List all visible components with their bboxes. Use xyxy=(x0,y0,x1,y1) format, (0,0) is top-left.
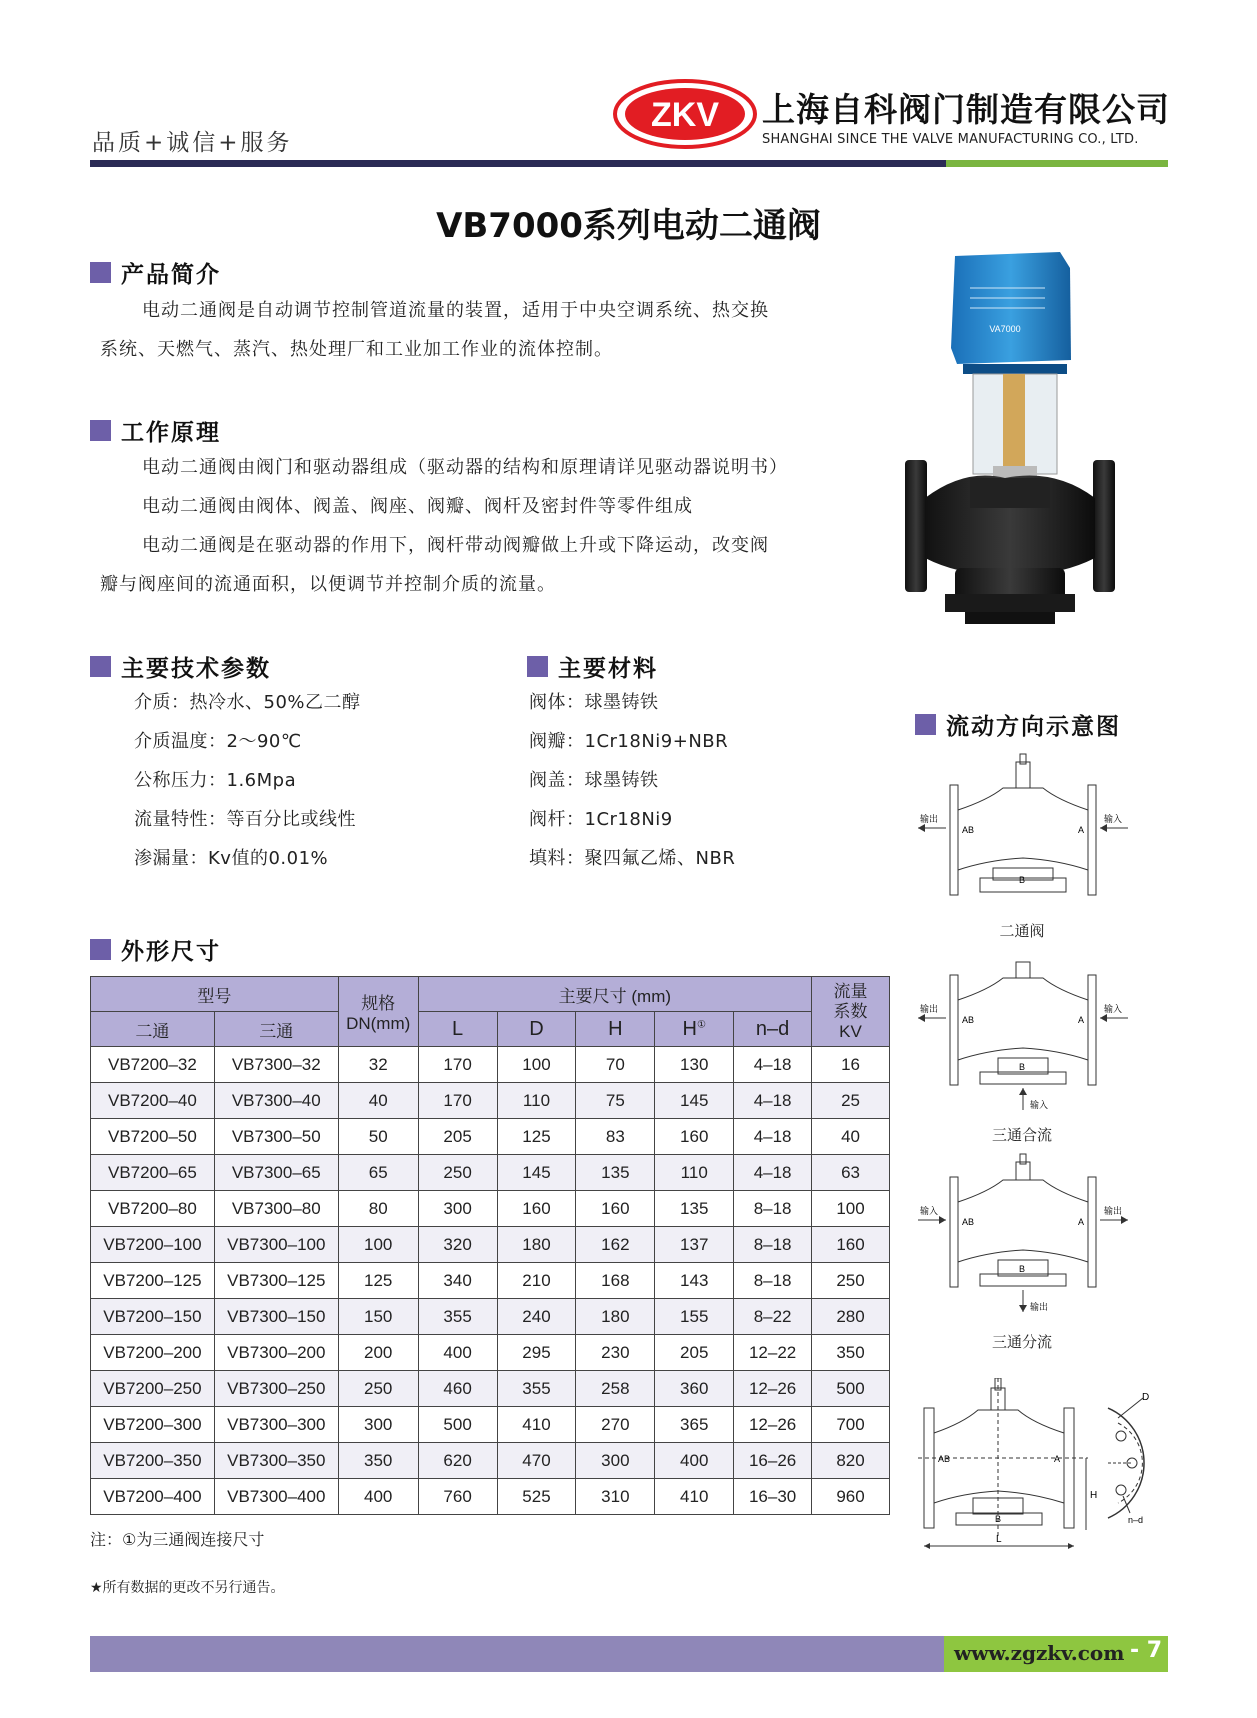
cell-model-three-way: VB7300–125 xyxy=(214,1263,338,1299)
cell-dim-H: 83 xyxy=(576,1119,655,1155)
table-row xyxy=(91,1227,890,1263)
tech-params-list xyxy=(134,683,361,878)
port-b: B xyxy=(1019,1062,1026,1072)
cell-dim-L: 170 xyxy=(418,1047,497,1083)
label-out: 输出 xyxy=(1104,1206,1123,1216)
table-row xyxy=(91,1155,890,1191)
label-in: 输入 xyxy=(1104,1004,1123,1014)
cell-model-three-way: VB7300–200 xyxy=(214,1335,338,1371)
cell-dim-nd: 4–18 xyxy=(734,1119,812,1155)
cell-dim-L: 250 xyxy=(418,1155,497,1191)
port-ab: AB xyxy=(962,825,975,835)
section-dimensions-heading xyxy=(90,933,221,966)
label-out: 输出 xyxy=(920,814,939,824)
cell-dim-H: 75 xyxy=(576,1083,655,1119)
dim-l: L xyxy=(996,1534,1002,1545)
cell-model-two-way: VB7200–300 xyxy=(91,1407,215,1443)
cell-dn: 40 xyxy=(338,1083,418,1119)
caption-three-way-split: 三通分流 xyxy=(991,1333,1052,1351)
cell-dim-H: 162 xyxy=(576,1227,655,1263)
caption-two-way: 二通阀 xyxy=(999,922,1045,940)
cell-dim-nd: 12–26 xyxy=(734,1407,812,1443)
cell-dn: 65 xyxy=(338,1155,418,1191)
section-title: 产品简介 xyxy=(121,262,221,288)
cell-dim-nd: 16–26 xyxy=(734,1443,812,1479)
header-L: L xyxy=(418,1012,497,1047)
cell-kv: 350 xyxy=(812,1335,890,1371)
cell-dim-H1: 410 xyxy=(655,1479,734,1515)
section-materials-heading xyxy=(527,650,658,683)
company-name-en: SHANGHAI SINCE THE VALVE MANUFACTURING CO., LTD. xyxy=(762,132,1139,147)
cell-model-three-way: VB7300–400 xyxy=(214,1479,338,1515)
logo-text: ZKV xyxy=(651,96,719,134)
cell-dim-H: 230 xyxy=(576,1335,655,1371)
cell-model-three-way: VB7300–100 xyxy=(214,1227,338,1263)
cell-dim-H: 300 xyxy=(576,1443,655,1479)
cell-dn: 300 xyxy=(338,1407,418,1443)
cell-dim-H: 258 xyxy=(576,1371,655,1407)
cell-dim-L: 170 xyxy=(418,1083,497,1119)
cell-model-two-way: VB7200–250 xyxy=(91,1371,215,1407)
cell-dim-D: 180 xyxy=(497,1227,576,1263)
header-main-dims: 主要尺寸 (mm) xyxy=(418,977,811,1012)
port-b: B xyxy=(995,1514,1002,1524)
cell-kv: 16 xyxy=(812,1047,890,1083)
section-bullet-icon xyxy=(90,656,111,677)
header-flow-line3: KV xyxy=(839,1021,862,1041)
cell-kv: 960 xyxy=(812,1479,890,1515)
caption-three-way-merge: 三通合流 xyxy=(991,1126,1052,1144)
cell-dim-H: 270 xyxy=(576,1407,655,1443)
cell-dn: 80 xyxy=(338,1191,418,1227)
page-number: - 7 - xyxy=(1130,1638,1179,1663)
cell-dim-D: 100 xyxy=(497,1047,576,1083)
cell-dim-D: 525 xyxy=(497,1479,576,1515)
table-row xyxy=(91,1047,890,1083)
company-name-cn: 上海自科阀门制造有限公司 xyxy=(762,90,1170,129)
cell-dim-D: 110 xyxy=(497,1083,576,1119)
section-intro-heading xyxy=(90,256,221,289)
table-note: 注：①为三通阀连接尺寸 xyxy=(90,1530,265,1549)
cell-dn: 100 xyxy=(338,1227,418,1263)
section-flow-heading xyxy=(915,708,1121,741)
dim-h: H xyxy=(1090,1490,1098,1501)
cell-dn: 350 xyxy=(338,1443,418,1479)
cell-dn: 32 xyxy=(338,1047,418,1083)
cell-dim-H1: 130 xyxy=(655,1047,734,1083)
header-spec xyxy=(338,977,418,1047)
table-row xyxy=(91,1479,890,1515)
cell-dim-nd: 12–26 xyxy=(734,1371,812,1407)
cell-model-three-way: VB7300–250 xyxy=(214,1371,338,1407)
cell-dim-H1: 400 xyxy=(655,1443,734,1479)
dimensions-table xyxy=(90,976,890,1515)
cell-dim-nd: 8–18 xyxy=(734,1191,812,1227)
cell-dim-D: 160 xyxy=(497,1191,576,1227)
material-item: 阀体：球墨铸铁 xyxy=(529,692,659,713)
cell-dim-D: 410 xyxy=(497,1407,576,1443)
cell-model-two-way: VB7200–100 xyxy=(91,1227,215,1263)
cell-dim-H: 135 xyxy=(576,1155,655,1191)
intro-line: 系统、天燃气、蒸汽、热处理厂和工业加工作业的流体控制。 xyxy=(100,339,613,360)
diagram-dimensions xyxy=(918,1378,1168,1563)
cell-model-three-way: VB7300–65 xyxy=(214,1155,338,1191)
table-row xyxy=(91,1299,890,1335)
label-in: 输入 xyxy=(1104,814,1123,824)
website-link[interactable]: www.zgzkv.com xyxy=(954,1641,1125,1665)
cell-dim-L: 400 xyxy=(418,1335,497,1371)
cell-dim-H1: 160 xyxy=(655,1119,734,1155)
cell-dim-H1: 135 xyxy=(655,1191,734,1227)
cell-dim-H1: 365 xyxy=(655,1407,734,1443)
cell-dn: 150 xyxy=(338,1299,418,1335)
cell-kv: 160 xyxy=(812,1227,890,1263)
tech-param-item: 介质：热冷水、50%乙二醇 xyxy=(134,692,361,713)
tech-param-item: 介质温度：2～90℃ xyxy=(134,731,302,752)
cell-dim-D: 470 xyxy=(497,1443,576,1479)
label-out-bottom: 输出 xyxy=(1030,1302,1049,1312)
cell-model-two-way: VB7200–150 xyxy=(91,1299,215,1335)
cell-kv: 280 xyxy=(812,1299,890,1335)
footer-bar xyxy=(90,1636,944,1672)
cell-model-three-way: VB7300–32 xyxy=(214,1047,338,1083)
cell-model-three-way: VB7300–80 xyxy=(214,1191,338,1227)
cell-dim-D: 295 xyxy=(497,1335,576,1371)
cell-dim-D: 125 xyxy=(497,1119,576,1155)
section-principle-heading xyxy=(90,414,221,447)
header-spec-line1: 规格 xyxy=(361,994,396,1013)
intro-line: 电动二通阀是自动调节控制管道流量的装置，适用于中央空调系统、热交换 xyxy=(142,300,769,321)
cell-kv: 100 xyxy=(812,1191,890,1227)
table-row xyxy=(91,1083,890,1119)
header-three-way: 三通 xyxy=(214,1012,338,1047)
material-item: 阀瓣：1Cr18Ni9+NBR xyxy=(529,731,729,752)
table-row xyxy=(91,1119,890,1155)
cell-dim-H1: 110 xyxy=(655,1155,734,1191)
cell-kv: 25 xyxy=(812,1083,890,1119)
cell-dim-L: 500 xyxy=(418,1407,497,1443)
tech-param-item: 渗漏量：Kv值的0.01% xyxy=(134,848,329,869)
cell-dim-nd: 8–18 xyxy=(734,1227,812,1263)
header-two-way: 二通 xyxy=(91,1012,215,1047)
tech-param-item: 公称压力：1.6Mpa xyxy=(134,770,297,791)
port-b: B xyxy=(1019,1264,1026,1274)
section-title: 工作原理 xyxy=(121,420,221,446)
principle-line: 电动二通阀由阀门和驱动器组成（驱动器的结构和原理请详见驱动器说明书） xyxy=(142,457,788,478)
principle-line: 电动二通阀是在驱动器的作用下，阀杆带动阀瓣做上升或下降运动，改变阀 xyxy=(142,535,769,556)
diagram-three-way-split xyxy=(918,1152,1128,1322)
header-flow-line2: 系数 xyxy=(833,1001,868,1021)
cell-dim-nd: 8–18 xyxy=(734,1263,812,1299)
cell-dim-nd: 16–30 xyxy=(734,1479,812,1515)
port-a: A xyxy=(1078,825,1085,835)
cell-dim-nd: 4–18 xyxy=(734,1047,812,1083)
header-flow-line1: 流量 xyxy=(833,981,868,1001)
cell-model-two-way: VB7200–40 xyxy=(91,1083,215,1119)
cell-model-two-way: VB7200–32 xyxy=(91,1047,215,1083)
label-out: 输出 xyxy=(920,1004,939,1014)
cell-model-two-way: VB7200–65 xyxy=(91,1155,215,1191)
cell-dim-nd: 4–18 xyxy=(734,1155,812,1191)
table-row xyxy=(91,1407,890,1443)
port-b: B xyxy=(1019,875,1026,885)
label-in-bottom: 输入 xyxy=(1030,1100,1049,1110)
cell-dim-H1: 137 xyxy=(655,1227,734,1263)
materials-list xyxy=(529,683,735,878)
label-in: 输入 xyxy=(920,1206,939,1216)
diagram-two-way xyxy=(918,750,1128,935)
cell-model-three-way: VB7300–300 xyxy=(214,1407,338,1443)
cell-dim-nd: 12–22 xyxy=(734,1335,812,1371)
cell-dn: 50 xyxy=(338,1119,418,1155)
cell-dim-L: 620 xyxy=(418,1443,497,1479)
product-photo xyxy=(895,248,1125,653)
port-a: A xyxy=(1054,1454,1061,1464)
section-bullet-icon xyxy=(90,262,111,283)
company-logo xyxy=(612,78,758,150)
cell-dn: 125 xyxy=(338,1263,418,1299)
cell-kv: 820 xyxy=(812,1443,890,1479)
material-item: 阀盖：球墨铸铁 xyxy=(529,770,659,791)
section-title: 外形尺寸 xyxy=(121,939,221,965)
actuator-label: VA7000 xyxy=(989,324,1021,334)
section-title: 主要技术参数 xyxy=(121,656,271,682)
header-rule-accent xyxy=(946,160,1168,167)
cell-model-two-way: VB7200–125 xyxy=(91,1263,215,1299)
cell-dim-D: 355 xyxy=(497,1371,576,1407)
intro-text xyxy=(100,291,860,369)
cell-dim-D: 240 xyxy=(497,1299,576,1335)
cell-dim-H1: 145 xyxy=(655,1083,734,1119)
header-flow-coef xyxy=(812,977,890,1047)
cell-model-three-way: VB7300–150 xyxy=(214,1299,338,1335)
port-a: A xyxy=(1078,1015,1085,1025)
section-bullet-icon xyxy=(527,656,548,677)
cell-dn: 250 xyxy=(338,1371,418,1407)
cell-model-two-way: VB7200–80 xyxy=(91,1191,215,1227)
header-nd: n–d xyxy=(734,1012,812,1047)
cell-model-three-way: VB7300–50 xyxy=(214,1119,338,1155)
section-title: 流动方向示意图 xyxy=(946,714,1121,740)
section-tech-heading xyxy=(90,650,271,683)
cell-dim-H: 180 xyxy=(576,1299,655,1335)
cell-model-two-way: VB7200–50 xyxy=(91,1119,215,1155)
table-row xyxy=(91,1335,890,1371)
cell-dim-nd: 4–18 xyxy=(734,1083,812,1119)
table-row xyxy=(91,1443,890,1479)
principle-line: 瓣与阀座间的流通面积，以便调节并控制介质的流量。 xyxy=(100,574,556,595)
header-rule xyxy=(90,160,946,167)
tech-param-item: 流量特性：等百分比或线性 xyxy=(134,809,356,830)
cell-dim-L: 300 xyxy=(418,1191,497,1227)
cell-dim-H1: 143 xyxy=(655,1263,734,1299)
cell-dim-nd: 8–22 xyxy=(734,1299,812,1335)
section-bullet-icon xyxy=(915,714,936,735)
header-H1-sup: ① xyxy=(696,1018,706,1030)
cell-dim-L: 460 xyxy=(418,1371,497,1407)
cell-model-three-way: VB7300–350 xyxy=(214,1443,338,1479)
header-spec-line2: DN(mm) xyxy=(346,1014,411,1033)
diagram-three-way-merge xyxy=(918,960,1128,1125)
cell-model-two-way: VB7200–200 xyxy=(91,1335,215,1371)
cell-dn: 400 xyxy=(338,1479,418,1515)
section-title: 主要材料 xyxy=(558,656,658,682)
cell-dim-H: 160 xyxy=(576,1191,655,1227)
cell-kv: 63 xyxy=(812,1155,890,1191)
cell-dim-L: 205 xyxy=(418,1119,497,1155)
section-bullet-icon xyxy=(90,939,111,960)
principle-text xyxy=(100,448,840,604)
header-H: H xyxy=(576,1012,655,1047)
port-ab: AB xyxy=(962,1217,975,1227)
cell-kv: 500 xyxy=(812,1371,890,1407)
slogan: 品质+诚信+服务 xyxy=(92,130,293,156)
header-H1-text: H xyxy=(682,1017,697,1040)
cell-dim-H1: 205 xyxy=(655,1335,734,1371)
header-model: 型号 xyxy=(91,977,339,1012)
cell-kv: 40 xyxy=(812,1119,890,1155)
page-title: VB7000系列电动二通阀 xyxy=(436,206,821,246)
port-ab: AB xyxy=(938,1454,951,1464)
cell-model-two-way: VB7200–400 xyxy=(91,1479,215,1515)
cell-dim-L: 320 xyxy=(418,1227,497,1263)
cell-model-two-way: VB7200–350 xyxy=(91,1443,215,1479)
dim-nd: n–d xyxy=(1128,1515,1144,1525)
principle-line: 电动二通阀由阀体、阀盖、阀座、阀瓣、阀杆及密封件等零件组成 xyxy=(142,496,693,517)
disclaimer: ★所有数据的更改不另行通告。 xyxy=(90,1580,285,1596)
material-item: 阀杆：1Cr18Ni9 xyxy=(529,809,673,830)
cell-dim-L: 340 xyxy=(418,1263,497,1299)
table-row xyxy=(91,1263,890,1299)
cell-dn: 200 xyxy=(338,1335,418,1371)
table-row xyxy=(91,1191,890,1227)
cell-kv: 700 xyxy=(812,1407,890,1443)
cell-dim-H1: 360 xyxy=(655,1371,734,1407)
cell-dim-H: 70 xyxy=(576,1047,655,1083)
header-D: D xyxy=(497,1012,576,1047)
cell-dim-L: 355 xyxy=(418,1299,497,1335)
section-bullet-icon xyxy=(90,420,111,441)
cell-dim-H1: 155 xyxy=(655,1299,734,1335)
port-a: A xyxy=(1078,1217,1085,1227)
material-item: 填料：聚四氟乙烯、NBR xyxy=(529,848,736,869)
cell-dim-H: 310 xyxy=(576,1479,655,1515)
cell-dim-D: 145 xyxy=(497,1155,576,1191)
cell-dim-L: 760 xyxy=(418,1479,497,1515)
port-ab: AB xyxy=(962,1015,975,1025)
table-row xyxy=(91,1371,890,1407)
cell-kv: 250 xyxy=(812,1263,890,1299)
cell-dim-D: 210 xyxy=(497,1263,576,1299)
dim-d: D xyxy=(1142,1392,1150,1403)
header-H1 xyxy=(655,1012,734,1047)
cell-model-three-way: VB7300–40 xyxy=(214,1083,338,1119)
cell-dim-H: 168 xyxy=(576,1263,655,1299)
